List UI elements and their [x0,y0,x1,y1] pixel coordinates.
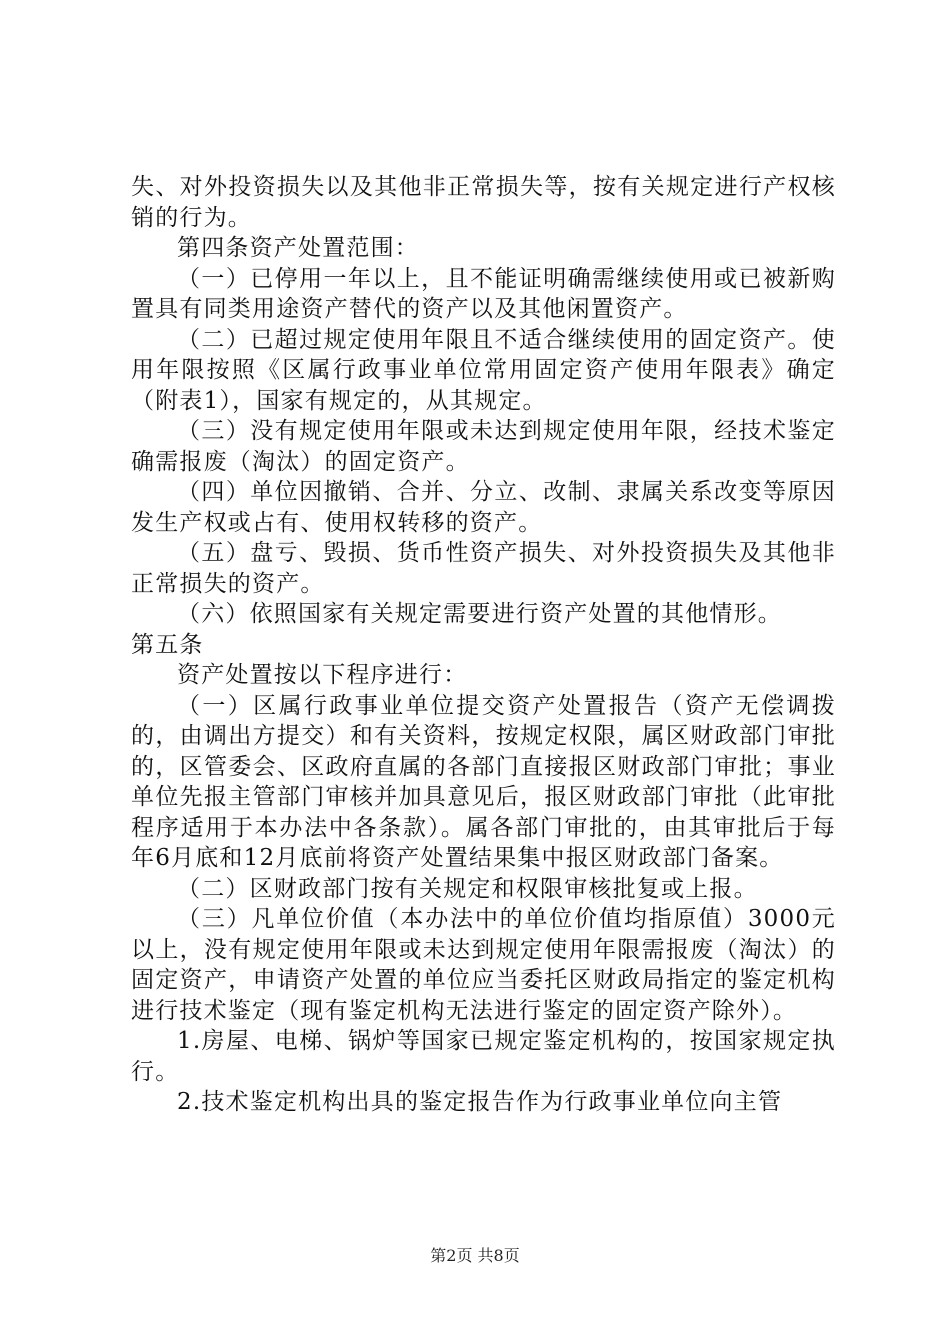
procedure-item-2: （二）区财政部门按有关规定和权限审核批复或上报。 [177,875,758,902]
scope-item-3: （三）没有规定使用年限或未达到规定使用年限，经技术鉴定确需报废（淘汰）的固定资产。 [131,418,836,475]
procedure-item-3: （三）凡单位价值（本办法中的单位价值均指原值）3000元以上，没有规定使用年限或未达到规定使用年限需报废（淘汰）的固定资产，申请资产处置的单位应当委托区财政局指定的鉴定机构进行技术鉴定（现有鉴定机构无法进行鉴定的固定资产除外）。 [131,906,836,1024]
procedure-item-1: （一）区属行政事业单位提交资产处置报告（资产无偿调拨的，由调出方提交）和有关资料，按规定权限，属区财政部门审批的，区管委会、区政府直属的各部门直接报区财政部门审批；事业单位先报主管部门审核并加具意见后，报区财政部门审批（此审批程序适用于本办法中各条款）。属各部门审批的，由其审批后于每年6月底和12月底前将资产处置结果集中报区财政部门备案。 [131,692,836,871]
document-body [131,172,836,1118]
scope-item-4: （四）单位因撤销、合并、分立、改制、隶属关系改变等原因发生产权或占有、使用权转移的资产。 [131,479,836,536]
paragraph-continuation: 失、对外投资损失以及其他非正常损失等，按有关规定进行产权核销的行为。 [131,174,836,231]
scope-item-1: （一）已停用一年以上，且不能证明确需继续使用或已被新购置具有同类用途资产替代的资产以及其他闲置资产。 [131,265,836,322]
scope-item-5: （五）盘亏、毁损、货币性资产损失、对外投资损失及其他非正常损失的资产。 [131,540,836,597]
procedure-intro: 资产处置按以下程序进行： [177,662,468,688]
procedure-subitem-1: 1.房屋、电梯、锅炉等国家已规定鉴定机构的，按国家规定执行。 [131,1028,836,1085]
page-number-footer: 第2页 共8页 [430,1246,520,1265]
article-5-heading: 第五条 [131,631,204,658]
article-4-heading: 第四条资产处置范围： [177,235,419,261]
scope-item-6: （六）依照国家有关规定需要进行资产处置的其他情形。 [177,601,782,627]
procedure-subitem-2: 2.技术鉴定机构出具的鉴定报告作为行政事业单位向主管 [177,1089,783,1115]
scope-item-2: （二）已超过规定使用年限且不适合继续使用的固定资产。使用年限按照《区属行政事业单位常用固定资产使用年限表》确定（附表1），国家有规定的，从其规定。 [131,326,836,414]
